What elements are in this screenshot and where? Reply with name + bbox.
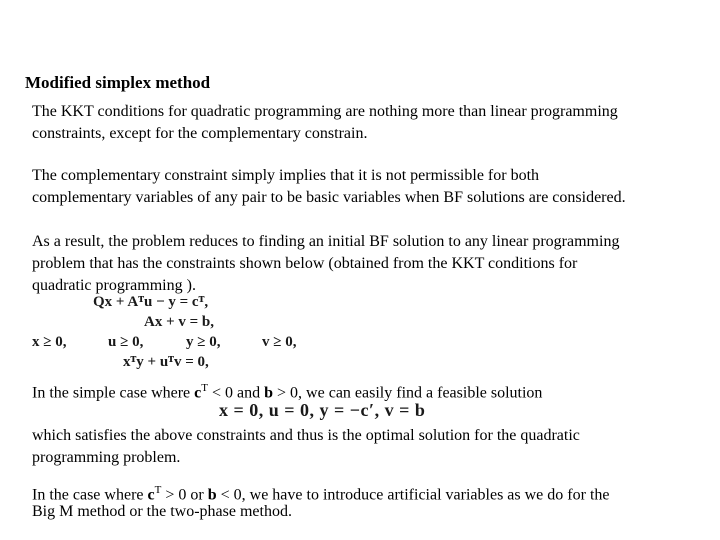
text-segment: In the case where xyxy=(32,486,148,504)
vector-b: b xyxy=(207,486,217,504)
text-segment: < 0, we have to introduce artificial variables as we do for the xyxy=(216,486,610,504)
equation-nonneg-v: v ≥ 0, xyxy=(262,334,297,350)
vector-c: c xyxy=(194,384,202,402)
equation-complementarity: xᵀy + uᵀv = 0, xyxy=(123,354,209,370)
initial-solution-equation: x = 0, u = 0, y = −c′, v = b xyxy=(219,400,426,420)
text-line: As a result, the problem reduces to finding an initial BF solution to any linear programming xyxy=(32,233,620,250)
vector-b: b xyxy=(264,384,274,402)
equation-nonneg-x: x ≥ 0, xyxy=(32,334,67,350)
equation-nonneg-y: y ≥ 0, xyxy=(186,334,221,350)
text-segment: In the simple case where xyxy=(32,384,195,402)
text-line: complementary variables of any pair to be basic variables when BF solutions are considered. xyxy=(32,189,626,206)
text-line: The complementary constraint simply implies that it is not permissible for both xyxy=(32,167,540,184)
text-line: problem that has the constraints shown below (obtained from the KKT conditions for xyxy=(32,255,578,272)
text-line: quadratic programming ). xyxy=(32,277,196,294)
equation-nonneg-u: u ≥ 0, xyxy=(108,334,144,350)
text-line: which satisfies the above constraints and thus is the optimal solution for the quadratic xyxy=(32,427,580,444)
text-line: constraints, except for the complementary constrain. xyxy=(32,125,368,142)
text-segment: < 0 and xyxy=(208,384,265,402)
slide-title: Modified simplex method xyxy=(25,73,211,92)
text-segment: > 0 or xyxy=(161,486,208,504)
equation-kkt-1: Qx + Aᵀu − y = cᵀ, xyxy=(93,294,209,310)
equation-kkt-2: Ax + v = b, xyxy=(144,314,215,330)
superscript-t: T xyxy=(154,484,162,496)
vector-c: c xyxy=(147,486,155,504)
text-line: The KKT conditions for quadratic programming are nothing more than linear programming xyxy=(32,103,618,120)
text-line: programming problem. xyxy=(32,449,181,466)
text-line: Big M method or the two-phase method. xyxy=(32,503,292,520)
text-segment: > 0, we can easily find a feasible solution xyxy=(273,384,543,402)
superscript-t: T xyxy=(201,382,208,394)
